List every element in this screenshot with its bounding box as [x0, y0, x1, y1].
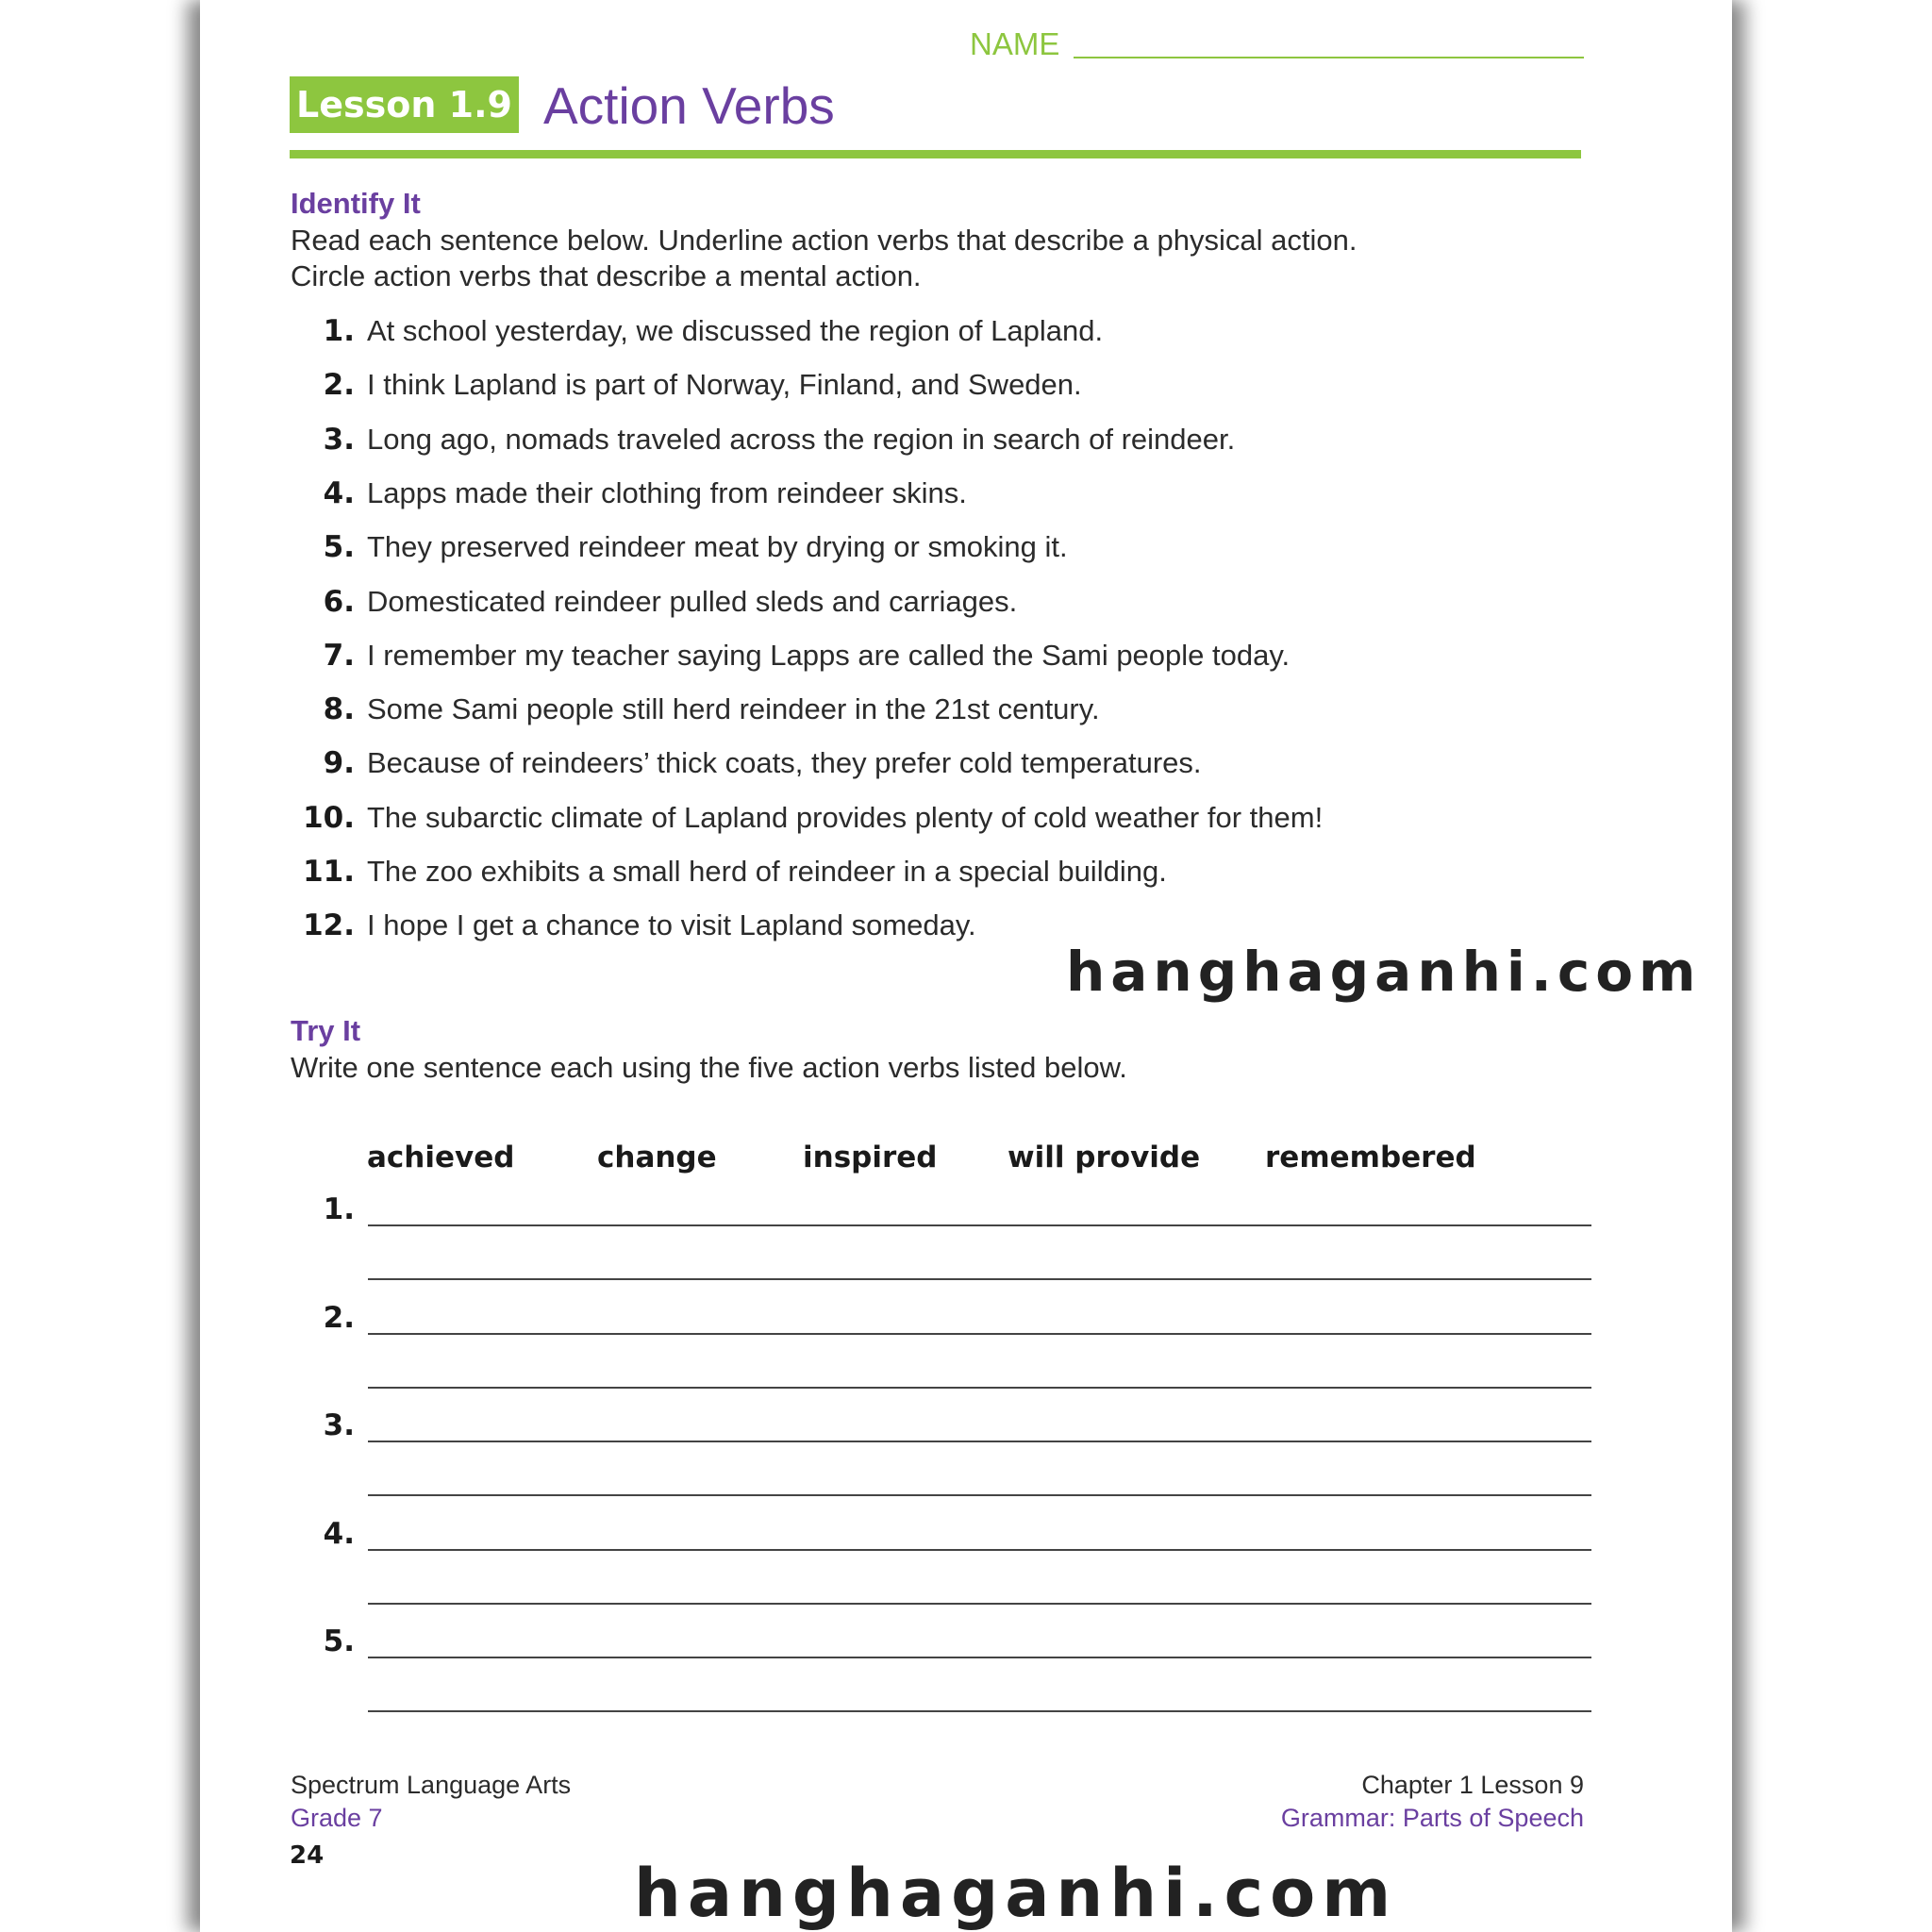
identify-it-instructions-line1: Read each sentence below. Underline action verbs that describe a physical action. — [291, 224, 1357, 257]
try-it-instructions: Write one sentence each using the five action verbs listed below. — [291, 1051, 1127, 1084]
verb-change: change — [597, 1141, 717, 1174]
identify-it-instructions-line2: Circle action verbs that describe a mental action. — [291, 259, 922, 292]
name-label: NAME — [970, 26, 1060, 61]
watermark: hanghaganhi.com — [1066, 940, 1702, 1004]
footer-chapter: Chapter 1 Lesson 9 — [1361, 1771, 1584, 1799]
answer-line[interactable] — [368, 1224, 1591, 1226]
sentence-number: 9. — [323, 746, 355, 780]
sentence-text[interactable]: Some Sami people still herd reindeer in the 21st century. — [367, 692, 1100, 725]
verb-will-provide: will provide — [1008, 1141, 1201, 1174]
sentence-number: 5. — [323, 530, 355, 564]
sentence-number: 4. — [323, 476, 355, 510]
sentence-number: 11. — [303, 855, 355, 889]
answer-line[interactable] — [368, 1710, 1591, 1712]
sentence-number: 12. — [303, 908, 355, 942]
sentence-text[interactable]: I remember my teacher saying Lapps are called the Sami people today. — [367, 639, 1291, 672]
sentence-number: 8. — [323, 692, 355, 726]
sentence-text[interactable]: The subarctic climate of Lapland provides plenty of cold weather for them! — [367, 801, 1324, 834]
answer-line[interactable] — [368, 1657, 1591, 1658]
sentence-text[interactable]: They preserved reindeer meat by drying or smoking it. — [367, 530, 1068, 563]
sentence-text[interactable]: At school yesterday, we discussed the region of Lapland. — [367, 314, 1104, 347]
watermark: hanghaganhi.com — [634, 1855, 1398, 1932]
try-it-number: 3. — [323, 1408, 355, 1442]
footer-book-title: Spectrum Language Arts — [291, 1771, 572, 1799]
verb-achieved: achieved — [367, 1141, 515, 1174]
lesson-badge: Lesson 1.9 — [290, 76, 519, 133]
try-it-number: 4. — [323, 1517, 355, 1551]
sentence-text[interactable]: The zoo exhibits a small herd of reindeer in a special building. — [367, 855, 1167, 888]
sentence-text[interactable]: Because of reindeers’ thick coats, they prefer cold temperatures. — [367, 746, 1202, 779]
sentence-number: 7. — [323, 639, 355, 673]
verb-inspired: inspired — [803, 1141, 938, 1174]
answer-line[interactable] — [368, 1494, 1591, 1496]
try-it-heading: Try It — [291, 1014, 361, 1047]
sentence-text[interactable]: Lapps made their clothing from reindeer skins. — [367, 476, 967, 509]
try-it-number: 1. — [323, 1192, 355, 1226]
page-title: Action Verbs — [543, 76, 835, 135]
identify-it-heading: Identify It — [291, 187, 421, 220]
sentence-text[interactable]: I hope I get a chance to visit Lapland someday. — [367, 908, 976, 941]
name-field-line[interactable] — [1074, 57, 1584, 58]
footer-grade: Grade 7 — [291, 1804, 383, 1832]
answer-line[interactable] — [368, 1603, 1591, 1605]
verb-remembered: remembered — [1265, 1141, 1476, 1174]
sentence-number: 3. — [323, 423, 355, 457]
answer-line[interactable] — [368, 1387, 1591, 1389]
sentence-number: 1. — [323, 314, 355, 348]
title-divider — [290, 150, 1581, 158]
footer-topic: Grammar: Parts of Speech — [1280, 1804, 1584, 1832]
answer-line[interactable] — [368, 1278, 1591, 1280]
sentence-text[interactable]: I think Lapland is part of Norway, Finland, and Sweden. — [367, 368, 1082, 401]
page-number: 24 — [290, 1841, 325, 1870]
answer-line[interactable] — [368, 1333, 1591, 1335]
try-it-number: 2. — [323, 1301, 355, 1335]
sentence-text[interactable]: Long ago, nomads traveled across the region in search of reindeer. — [367, 423, 1236, 456]
answer-line[interactable] — [368, 1549, 1591, 1551]
sentence-number: 10. — [303, 801, 355, 835]
sentence-number: 6. — [323, 585, 355, 619]
answer-line[interactable] — [368, 1441, 1591, 1442]
try-it-number: 5. — [323, 1624, 355, 1658]
sentence-text[interactable]: Domesticated reindeer pulled sleds and carriages. — [367, 585, 1018, 618]
sentence-number: 2. — [323, 368, 355, 402]
